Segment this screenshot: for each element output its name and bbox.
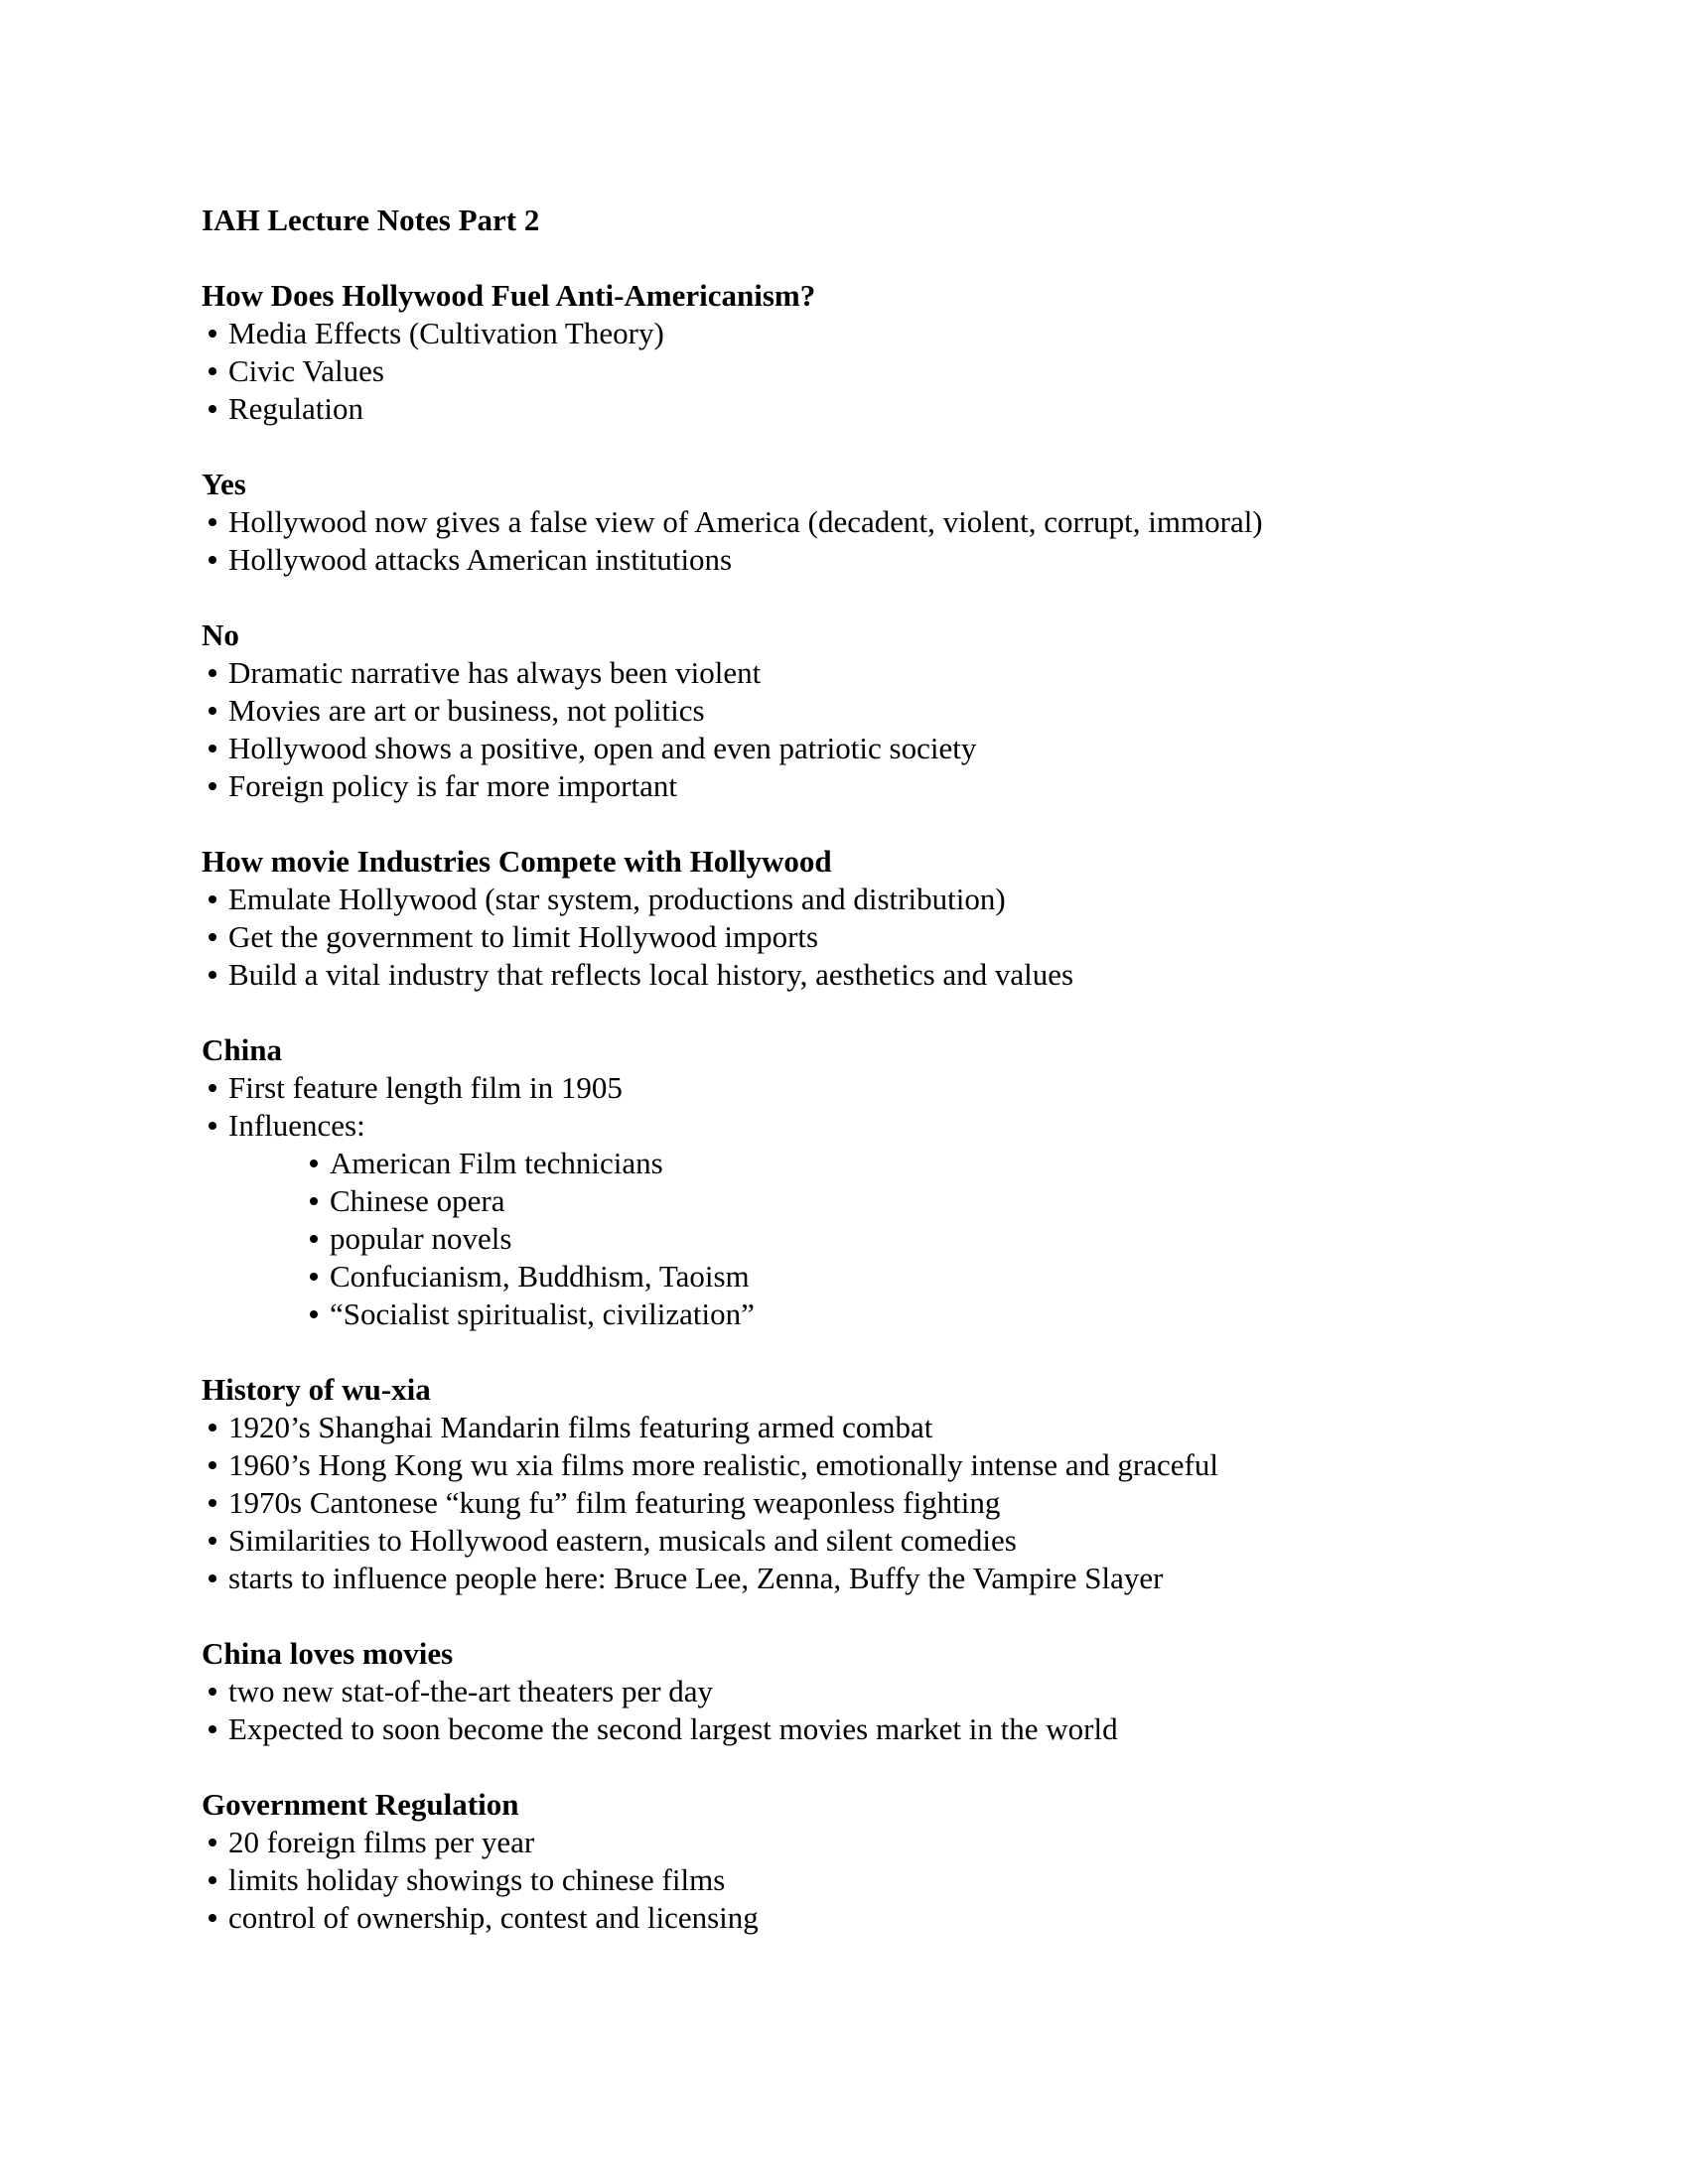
section-compete-with-hollywood [202,843,1519,994]
bullet-icon [209,556,216,564]
bullet-text: 1960’s Hong Kong wu xia films more realistic, emotionally intense and graceful [228,1447,1218,1482]
bullet-icon [209,895,216,903]
bullet-icon [209,1537,216,1545]
bullet-icon [209,782,216,790]
bullet-list [202,1069,1519,1145]
bullet-text: Emulate Hollywood (star system, productions and distribution) [228,882,1006,916]
bullet-text: “Socialist spiritualist, civilization” [330,1297,755,1331]
list-item [202,1409,1519,1446]
bullet-text: 20 foreign films per year [228,1825,535,1859]
section-yes [202,466,1519,579]
list-item [202,1446,1519,1484]
bullet-icon [310,1310,318,1318]
bullet-icon [209,1574,216,1582]
bullet-icon [209,669,216,677]
bullet-list [202,1409,1519,1597]
bullet-text: Influences: [228,1108,365,1143]
bullet-icon [209,330,216,338]
list-item [202,503,1519,541]
bullet-list [202,654,1519,805]
bullet-icon [310,1160,318,1167]
section-heading: No [202,617,239,652]
bullet-icon [209,1876,216,1884]
bullet-text: Expected to soon become the second largest movies market in the world [228,1711,1118,1746]
list-item [202,1484,1519,1522]
bullet-icon [209,933,216,941]
bullet-text: Confucianism, Buddhism, Taoism [330,1259,750,1294]
bullet-list [202,1673,1519,1748]
bullet-text: Regulation [228,391,364,426]
section-heading: China loves movies [202,1636,454,1671]
bullet-text: control of ownership, contest and licensing [228,1900,759,1935]
sub-list-item [303,1220,1519,1258]
bullet-text: limits holiday showings to chinese films [228,1862,726,1897]
sub-list-item [303,1145,1519,1182]
bullet-icon [310,1235,318,1243]
bullet-list [202,503,1519,579]
section-history-of-wu-xia [202,1371,1519,1597]
section-heading: Government Regulation [202,1787,519,1822]
bullet-icon [209,518,216,526]
list-item [202,918,1519,956]
bullet-icon [209,745,216,752]
bullet-text: popular novels [330,1221,512,1256]
list-item [202,767,1519,805]
list-item [202,881,1519,918]
bullet-list [202,315,1519,428]
list-item [202,1673,1519,1710]
list-item [202,1861,1519,1899]
bullet-icon [209,1122,216,1130]
section-heading: How Does Hollywood Fuel Anti-Americanism? [202,278,816,313]
bullet-icon [310,1273,318,1281]
bullet-icon [209,405,216,413]
bullet-text: Similarities to Hollywood eastern, musicals and silent comedies [228,1523,1017,1558]
list-item [202,1824,1519,1861]
bullet-text: Get the government to limit Hollywood imports [228,919,819,954]
bullet-text: Hollywood attacks American institutions [228,542,733,577]
page-title: IAH Lecture Notes Part 2 [202,203,540,237]
bullet-text: 1970s Cantonese “kung fu” film featuring weaponless fighting [228,1485,1001,1520]
bullet-icon [209,1499,216,1507]
list-item [202,1107,1519,1145]
list-item [202,654,1519,692]
list-item [202,956,1519,994]
bullet-icon [209,971,216,979]
section-no [202,616,1519,805]
list-item [202,1522,1519,1560]
bullet-icon [209,707,216,715]
section-china [202,1031,1519,1333]
bullet-text: Foreign policy is far more important [228,768,677,803]
bullet-icon [209,1424,216,1432]
bullet-icon [209,1461,216,1469]
bullet-text: Build a vital industry that reflects local history, aesthetics and values [228,957,1074,992]
sub-list-item [303,1182,1519,1220]
section-heading: How movie Industries Compete with Hollywood [202,844,832,879]
list-item [202,315,1519,352]
list-item [202,692,1519,730]
bullet-icon [209,1914,216,1922]
list-item [202,1899,1519,1937]
section-heading: Yes [202,467,246,501]
sub-list-item [303,1296,1519,1333]
section-heading: History of wu-xia [202,1372,431,1407]
list-item [202,1069,1519,1107]
section-anti-americanism [202,277,1519,428]
sub-bullet-list [202,1145,1519,1333]
bullet-text: Media Effects (Cultivation Theory) [228,316,664,350]
bullet-icon [209,1084,216,1092]
bullet-icon [209,1839,216,1846]
bullet-icon [209,1725,216,1733]
section-china-loves-movies [202,1635,1519,1748]
list-item [202,1560,1519,1597]
bullet-icon [209,367,216,375]
bullet-text: Chinese opera [330,1183,505,1218]
bullet-icon [310,1197,318,1205]
list-item [202,352,1519,390]
bullet-text: 1920’s Shanghai Mandarin films featuring armed combat [228,1410,933,1444]
bullet-text: Civic Values [228,353,384,388]
list-item [202,730,1519,767]
list-item [202,541,1519,579]
bullet-text: American Film technicians [330,1146,663,1180]
bullet-list [202,881,1519,994]
list-item [202,1710,1519,1748]
bullet-text: Hollywood shows a positive, open and even patriotic society [228,731,977,765]
section-government-regulation [202,1786,1519,1937]
bullet-text: Hollywood now gives a false view of America (decadent, violent, corrupt, immoral) [228,504,1263,539]
list-item [202,390,1519,428]
bullet-icon [209,1688,216,1696]
bullet-text: Dramatic narrative has always been violent [228,655,762,690]
bullet-list [202,1824,1519,1937]
bullet-text: two new stat-of-the-art theaters per day [228,1674,714,1708]
bullet-text: Movies are art or business, not politics [228,693,705,728]
section-heading: China [202,1032,282,1067]
bullet-text: First feature length film in 1905 [228,1070,623,1105]
bullet-text: starts to influence people here: Bruce Lee, Zenna, Buffy the Vampire Slayer [228,1561,1164,1595]
sub-list-item [303,1258,1519,1296]
